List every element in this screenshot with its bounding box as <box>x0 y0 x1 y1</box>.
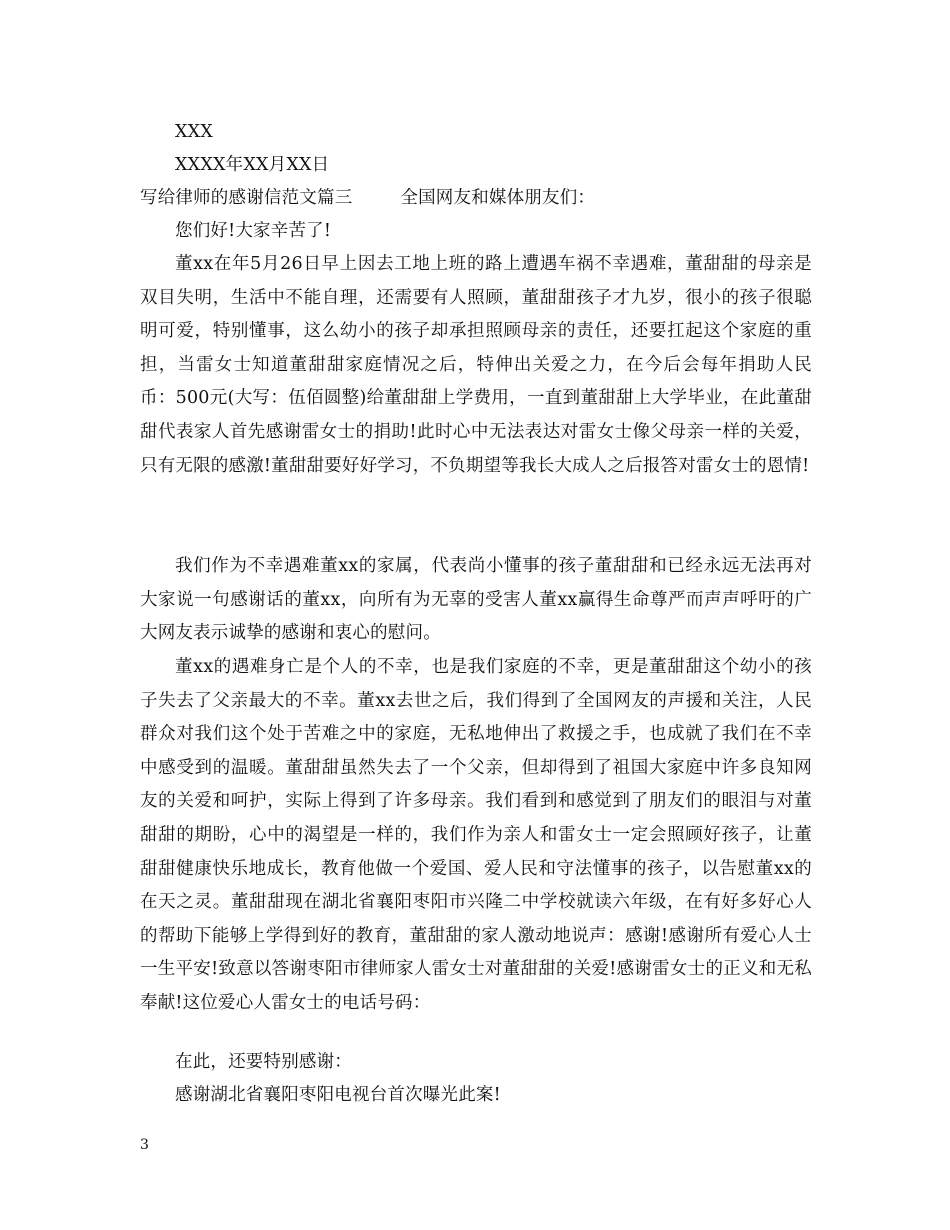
greeting: 您们好!大家辛苦了! <box>175 221 332 241</box>
paragraph-1: 董xx在年5月26日早上因去工地上班的路上遭遇车祸不幸遇难，董甜甜的母亲是双目失明，生活中不能自理，还需要有人照顾，董甜甜孩子才九岁，很小的孩子很聪明可爱，特别懂事，这么幼小的孩子却承担照顾母亲的责任，还要扛起这个家庭的重担，当雷女士知道董甜甜家庭情况之后，特伸出关爱之力，在今后会每年捐助人民币：500元(大写：伍佰圆整)给董甜甜上学费用，一直到董甜甜上大学毕业，在此董甜甜代表家人首先感谢雷女士的捐助!此时心中无法表达对雷女士像父母亲一样的关爱，只有无限的感激!董甜甜要好好学习，不负期望等我长大成人之后报答对雷女士的恩情! <box>140 254 812 476</box>
section-title: 写给律师的感谢信范文篇三 <box>140 188 353 208</box>
paragraph-2: 我们作为不幸遇难董xx的家属，代表尚小懂事的孩子董甜甜和已经永远无法再对大家说一句感谢话的董xx，向所有为无辜的受害人董xx赢得生命尊严而声声呼吁的广大网友表示诚挚的感谢和衷心的慰问。 <box>140 556 812 644</box>
closing-line-1: 在此，还要特别感谢： <box>175 1052 352 1072</box>
date: XXXX年XX月XX日 <box>175 155 330 175</box>
closing-line-2: 感谢湖北省襄阳枣阳电视台首次曝光此案! <box>175 1085 501 1105</box>
section-heading-line <box>140 188 595 208</box>
signature: XXX <box>175 122 213 142</box>
page-number: 3 <box>140 1137 149 1153</box>
paragraph-3: 董xx的遇难身亡是个人的不幸，也是我们家庭的不幸，更是董甜甜这个幼小的孩子失去了父亲最大的不幸。董xx去世之后，我们得到了全国网友的声援和关注，人民群众对我们这个处于苦难之中的家庭，无私地伸出了救援之手，也成就了我们在不幸中感受到的温暖。董甜甜虽然失去了一个父亲，但却得到了祖国大家庭中许多良知网友的关爱和呵护，实际上得到了许多母亲。我们看到和感觉到了朋友们的眼泪与对董甜甜的期盼，心中的渴望是一样的，我们作为亲人和雷女士一定会照顾好孩子，让董甜甜健康快乐地成长，教育他做一个爱国、爱人民和守法懂事的孩子，以告慰董xx的在天之灵。董甜甜现在湖北省襄阳枣阳市兴隆二中学校就读六年级，在有好多好心人的帮助下能够上学得到好的教育，董甜甜的家人激动地说声：感谢!感谢所有爱心人士一生平安!致意以答谢枣阳市律师家人雷女士对董甜甜的关爱!感谢雷女士的正义和无私奉献!这位爱心人雷女士的电话号码： <box>140 657 812 1013</box>
salutation: 全国网友和媒体朋友们： <box>400 188 596 208</box>
